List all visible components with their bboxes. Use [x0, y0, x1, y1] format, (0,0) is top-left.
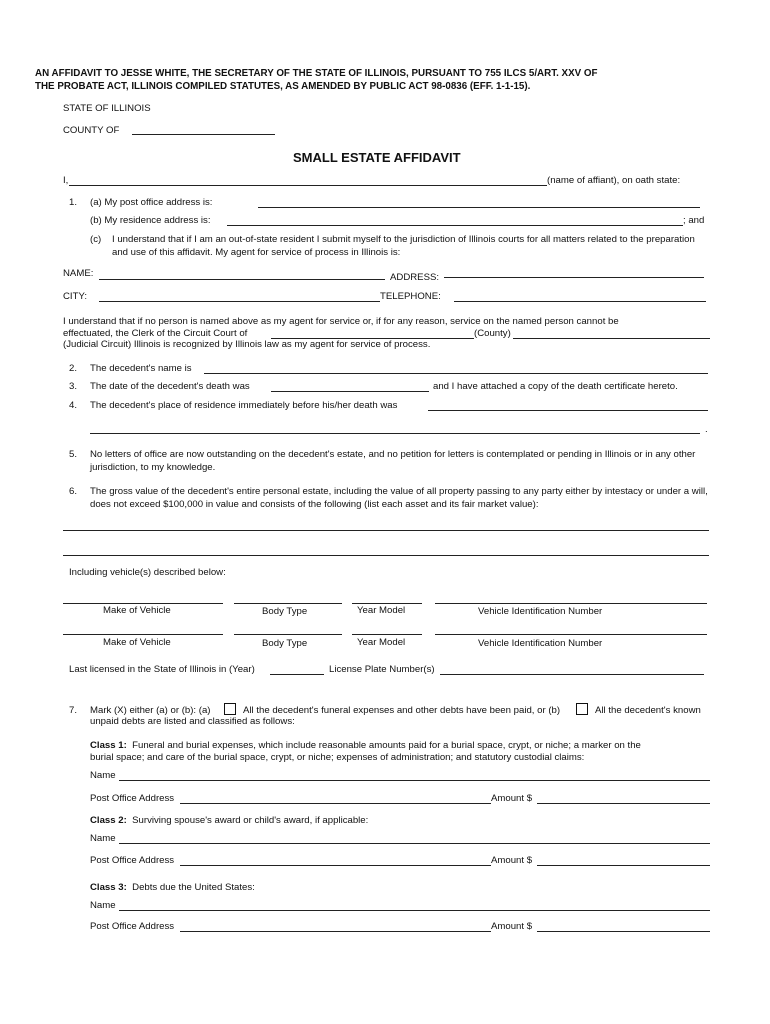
item6-number: 6.	[69, 486, 78, 497]
class2-heading	[90, 815, 368, 826]
item1b-end: ; and	[683, 215, 705, 226]
class1-amount-field[interactable]	[537, 803, 710, 804]
class3-name-label: Name	[90, 900, 116, 911]
affiant-prefix: I,	[63, 175, 69, 186]
class3-amount-field[interactable]	[537, 931, 710, 932]
vehicle1-year-label: Year Model	[357, 605, 406, 616]
item5-text: No letters of office are now outstanding on the decedent's estate, and no petition for letters is contemplated or pending in Illinois or in any other jurisdiction, to my knowledge.	[90, 449, 696, 473]
class2-amount-label: Amount $	[491, 855, 533, 866]
header-line-2: THE PROBATE ACT, ILLINOIS COMPILED STATUTES, AS AMENDED BY PUBLIC ACT 98-0836 (EFF. 1-1-15).	[35, 81, 531, 92]
class3-heading	[90, 882, 255, 893]
class3-poa-label: Post Office Address	[90, 921, 175, 932]
class3-name-field[interactable]	[119, 910, 710, 911]
class1-label: Class 1:	[90, 740, 127, 751]
item1c-label: (c)	[90, 234, 102, 245]
residence-before-death-field[interactable]	[428, 410, 708, 411]
vehicle1-body-label: Body Type	[262, 606, 308, 617]
county-label: COUNTY OF	[63, 125, 120, 136]
agent-address-label: ADDRESS:	[390, 272, 440, 283]
item7-text-b: All the decedent's funeral expenses and other debts have been paid, or (b)	[243, 705, 561, 716]
class1-text-1: Funeral and burial expenses, which include reasonable amounts paid for a burial space, crypt, or niche; a marker on the	[132, 740, 641, 751]
last-licensed-label: Last licensed in the State of Illinois in (Year)	[69, 664, 255, 675]
class2-label: Class 2:	[90, 815, 127, 826]
item4-number: 4.	[69, 400, 78, 411]
asset-line-2[interactable]	[63, 555, 709, 556]
clerk-line-3: (Judicial Circuit) Illinois is recognized by Illinois law as my agent for service of process.	[63, 339, 431, 350]
class1-name-label: Name	[90, 770, 116, 781]
affiant-suffix: (name of affiant), on oath state:	[547, 175, 681, 186]
item3-number: 3.	[69, 381, 78, 392]
page-title: SMALL ESTATE AFFIDAVIT	[293, 150, 461, 165]
state-label: STATE OF ILLINOIS	[63, 103, 151, 114]
item7-line-2: unpaid debts are listed and classified as follows:	[90, 716, 295, 727]
residence-address-field[interactable]	[227, 225, 683, 226]
residence-before-death-field-2[interactable]	[90, 433, 700, 434]
class1-amount-label: Amount $	[491, 793, 533, 804]
agent-city-label: CITY:	[63, 291, 87, 302]
agent-address-field[interactable]	[444, 277, 704, 278]
plate-number-field[interactable]	[440, 674, 704, 675]
item1c-text: I understand that if I am an out-of-state resident I submit myself to the jurisdiction of Illinois courts for all matters related to the preparation and use of this affidavit. My agent for service of process in Illinois is:	[112, 234, 695, 258]
item2-number: 2.	[69, 363, 78, 374]
item7-text-a: Mark (X) either (a) or (b): (a)	[90, 705, 211, 716]
item1b-label: (b) My residence address is:	[90, 215, 211, 226]
class2-poa-field[interactable]	[180, 865, 491, 866]
item7-number: 7.	[69, 705, 78, 716]
vehicle1-vin-field[interactable]	[435, 603, 707, 604]
plate-label: License Plate Number(s)	[329, 664, 435, 675]
agent-name-label: NAME:	[63, 268, 94, 279]
vehicle1-vin-label: Vehicle Identification Number	[478, 606, 603, 617]
class3-label: Class 3:	[90, 882, 127, 893]
item7-text-c: All the decedent's known	[595, 705, 701, 716]
item1a-label: (a) My post office address is:	[90, 197, 213, 208]
class1-heading	[90, 740, 641, 751]
vehicle2-make-label: Make of Vehicle	[103, 637, 171, 648]
checkbox-a[interactable]	[224, 703, 236, 715]
vehicle1-body-field[interactable]	[234, 603, 342, 604]
post-office-address-field[interactable]	[258, 207, 700, 208]
class1-poa-field[interactable]	[180, 803, 491, 804]
agent-name-field[interactable]	[99, 279, 385, 280]
item4-dot: .	[705, 424, 708, 435]
vehicle2-body-field[interactable]	[234, 634, 342, 635]
header-line-1: AN AFFIDAVIT TO JESSE WHITE, THE SECRETARY OF THE STATE OF ILLINOIS, PURSUANT TO 755 ILCS 5/ART. XXV OF	[35, 68, 598, 79]
vehicle1-make-field[interactable]	[63, 603, 223, 604]
class1-name-field[interactable]	[119, 780, 710, 781]
decedent-name-field[interactable]	[204, 373, 708, 374]
vehicles-intro: Including vehicle(s) described below:	[69, 567, 226, 578]
agent-telephone-label: TELEPHONE:	[380, 291, 441, 302]
checkbox-b[interactable]	[576, 703, 588, 715]
vehicle2-vin-label: Vehicle Identification Number	[478, 638, 603, 649]
clerk-line-1: I understand that if no person is named above as my agent for service or, if for any reason, service on the named person cannot be	[63, 316, 619, 327]
judicial-circuit-field[interactable]	[513, 338, 710, 339]
vehicle2-make-field[interactable]	[63, 634, 223, 635]
item1-number: 1.	[69, 197, 78, 208]
class2-poa-label: Post Office Address	[90, 855, 175, 866]
vehicle2-vin-field[interactable]	[435, 634, 707, 635]
asset-line-1[interactable]	[63, 530, 709, 531]
item6-text: The gross value of the decedent's entire personal estate, including the value of all property passing to any party either by intestacy or under a will, does not exceed $100,000 in value and consists of the following (list each asset and its fair market value):	[90, 486, 708, 510]
class1-text-2: burial space; and care of the burial space, crypt, or niche; expenses of administration; and statutory custodial claims:	[90, 752, 585, 763]
death-date-field[interactable]	[271, 391, 429, 392]
item2-text: The decedent's name is	[90, 363, 192, 374]
affiant-name-field[interactable]	[69, 185, 547, 186]
class2-text: Surviving spouse's award or child's award, if applicable:	[132, 815, 369, 826]
agent-telephone-field[interactable]	[454, 301, 706, 302]
agent-city-field[interactable]	[99, 301, 380, 302]
clerk-line-2b: (County)	[474, 328, 511, 339]
item4-text: The decedent's place of residence immediately before his/her death was	[90, 400, 398, 411]
class2-name-field[interactable]	[119, 843, 710, 844]
class3-amount-label: Amount $	[491, 921, 533, 932]
class2-name-label: Name	[90, 833, 116, 844]
vehicle1-make-label: Make of Vehicle	[103, 605, 171, 616]
item3-end: and I have attached a copy of the death certificate hereto.	[433, 381, 678, 392]
last-licensed-year-field[interactable]	[270, 674, 324, 675]
vehicle2-year-field[interactable]	[352, 634, 422, 635]
clerk-line-2a: effectuated, the Clerk of the Circuit Court of	[63, 328, 248, 339]
item5-number: 5.	[69, 449, 78, 460]
item3-text: The date of the decedent's death was	[90, 381, 250, 392]
class3-poa-field[interactable]	[180, 931, 491, 932]
class3-text: Debts due the United States:	[132, 882, 255, 893]
vehicle2-year-label: Year Model	[357, 637, 406, 648]
class1-poa-label: Post Office Address	[90, 793, 175, 804]
vehicle1-year-field[interactable]	[352, 603, 422, 604]
vehicle2-body-label: Body Type	[262, 638, 308, 649]
county-field[interactable]	[132, 134, 275, 135]
class2-amount-field[interactable]	[537, 865, 710, 866]
